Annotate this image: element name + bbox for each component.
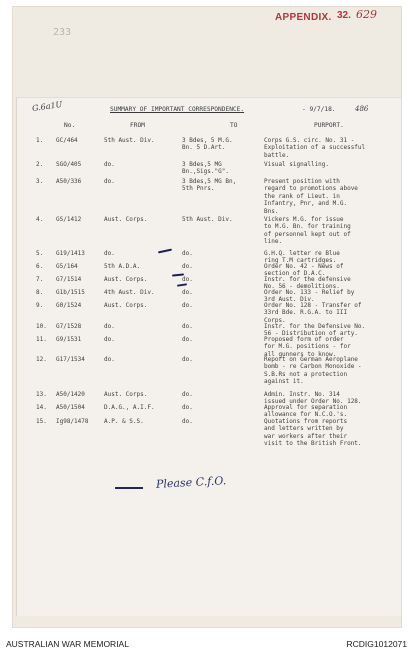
row-index: 15. — [36, 418, 47, 425]
row-file-no: G19/1413 — [56, 250, 85, 257]
appendix-label: APPENDIX. — [275, 12, 332, 23]
row-to: do. — [182, 250, 193, 257]
row-to: do. — [182, 276, 193, 283]
row-purport: Corps G.S. circ. No. 31 - Exploitation of a successful battle. — [264, 137, 366, 159]
row-file-no: GC/464 — [56, 137, 78, 144]
row-index: 9. — [36, 302, 44, 309]
row-from: 5th A.D.A. — [104, 263, 141, 270]
row-index: 10. — [36, 323, 47, 330]
row-index: 12. — [36, 356, 47, 363]
row-index: 6. — [36, 263, 44, 270]
handwritten-number: 486 — [355, 105, 369, 113]
row-purport: Order No. 128 - Transfer of 33rd Bde. R.G.A. to III Corps. — [264, 302, 362, 324]
row-index: 5. — [36, 250, 44, 257]
stamp-number: 233 — [53, 27, 72, 38]
row-from: do. — [104, 250, 115, 257]
column-header-no: No. — [64, 122, 76, 129]
row-index: 3. — [36, 178, 44, 185]
row-to: do. — [182, 356, 193, 363]
row-index: 7. — [36, 276, 44, 283]
row-file-no: G0/1524 — [56, 302, 82, 309]
row-to: do. — [182, 391, 193, 398]
row-purport: Vickers M.G. for issue to M.G. Bn. for training of personnel kept out of line. — [264, 216, 351, 246]
row-file-no: G5/164 — [56, 263, 78, 270]
column-header-from: FROM — [130, 122, 145, 129]
row-purport: Order No. 42 - News of section of D.A.C. — [264, 263, 344, 278]
row-from: 4th Aust. Div. — [104, 289, 155, 296]
row-from: do. — [104, 161, 115, 168]
row-file-no: A50/1504 — [56, 404, 85, 411]
appendix-number: 32. — [337, 10, 351, 21]
row-index: 2. — [36, 161, 44, 168]
row-purport: Instr. for the defensive No. 56 - demolitions. — [264, 276, 351, 291]
handwritten-page-number: 629 — [356, 8, 377, 21]
row-from: Aust. Corps. — [104, 216, 148, 223]
row-to: do. — [182, 289, 193, 296]
handwritten-signature: Please C.f.O. — [155, 474, 227, 491]
row-file-no: A50/1420 — [56, 391, 85, 398]
row-file-no: G7/1528 — [56, 323, 82, 330]
row-file-no: G17/1534 — [56, 356, 85, 363]
row-from: Aust. Corps. — [104, 391, 148, 398]
row-file-no: G1b/1515 — [56, 289, 85, 296]
row-file-no: A50/336 — [56, 178, 82, 185]
row-purport: Quotations from reports and letters written by war workers after their visit to the British Front. — [264, 418, 362, 448]
row-from: Aust. Corps. — [104, 302, 148, 309]
row-to: do. — [182, 302, 193, 309]
row-from: do. — [104, 336, 115, 343]
document-title: SUMMARY OF IMPORTANT CORRESPONDENCE. — [110, 106, 245, 113]
row-from: do. — [104, 323, 115, 330]
row-purport: Proposed form of order for M.G. positions - for all gunners to know. — [264, 336, 351, 358]
row-index: 4. — [36, 216, 44, 223]
row-to: 3 Bdes,5 MG Bn, 5th Pnrs. — [182, 178, 237, 193]
row-purport: Report on German Aeroplane bomb - re Carbon Monoxide - S.B.Rs not a protection against it. — [264, 356, 362, 386]
row-purport: Approval for separation allowance for N.C.O.'s. — [264, 404, 348, 419]
row-from: A.P. & S.S. — [104, 418, 144, 425]
row-from: D.A.G., A.I.F. — [104, 404, 155, 411]
row-file-no: G7/1514 — [56, 276, 82, 283]
row-purport: Order No. 133 - Relief by 3rd Aust. Div. — [264, 289, 355, 304]
row-purport: Present position with regard to promotions above the rank of Lieut. in Infantry, Pnr, and M.G. Bns. — [264, 178, 358, 215]
row-purport: Instr. for the Defensive No. 56 - Distribution of arty. — [264, 323, 366, 338]
pen-underline — [115, 487, 143, 489]
row-index: 13. — [36, 391, 47, 398]
row-to: do. — [182, 263, 193, 270]
footer-record-id: RCDIG1012071 — [346, 639, 407, 649]
row-to: do. — [182, 323, 193, 330]
row-purport: Admin. Instr. No. 314 issued under Order No. 128. — [264, 391, 362, 406]
row-from: Aust. Corps. — [104, 276, 148, 283]
row-file-no: SGO/405 — [56, 161, 82, 168]
row-from: do. — [104, 178, 115, 185]
row-file-no: Ig98/1478 — [56, 418, 89, 425]
row-purport: G.H.Q. letter re Blue ring T.M cartridges. — [264, 250, 340, 265]
row-index: 11. — [36, 336, 47, 343]
row-to: 5th Aust. Div. — [182, 216, 233, 223]
document-date: - 9/7/18. — [302, 106, 336, 113]
column-header-to: TO — [230, 122, 238, 129]
row-to: 3 Bdes,5 MG Bn.,Sigs."G". — [182, 161, 229, 176]
row-file-no: G9/1531 — [56, 336, 82, 343]
row-to: 3 Bdes, 5 M.G. Bn. 5 D.Art. — [182, 137, 233, 152]
row-from: do. — [104, 356, 115, 363]
row-from: 5th Aust. Div. — [104, 137, 155, 144]
row-to: do. — [182, 418, 193, 425]
footer-institution: AUSTRALIAN WAR MEMORIAL — [6, 639, 129, 649]
row-to: do. — [182, 336, 193, 343]
column-header-purport: PURPORT. — [314, 122, 344, 129]
row-index: 8. — [36, 289, 44, 296]
row-purport: Visual signalling. — [264, 161, 330, 168]
row-file-no: GS/1412 — [56, 216, 82, 223]
row-index: 14. — [36, 404, 47, 411]
row-to: do. — [182, 404, 193, 411]
row-index: 1. — [36, 137, 44, 144]
handwritten-reference: G.6a1U — [31, 99, 63, 114]
